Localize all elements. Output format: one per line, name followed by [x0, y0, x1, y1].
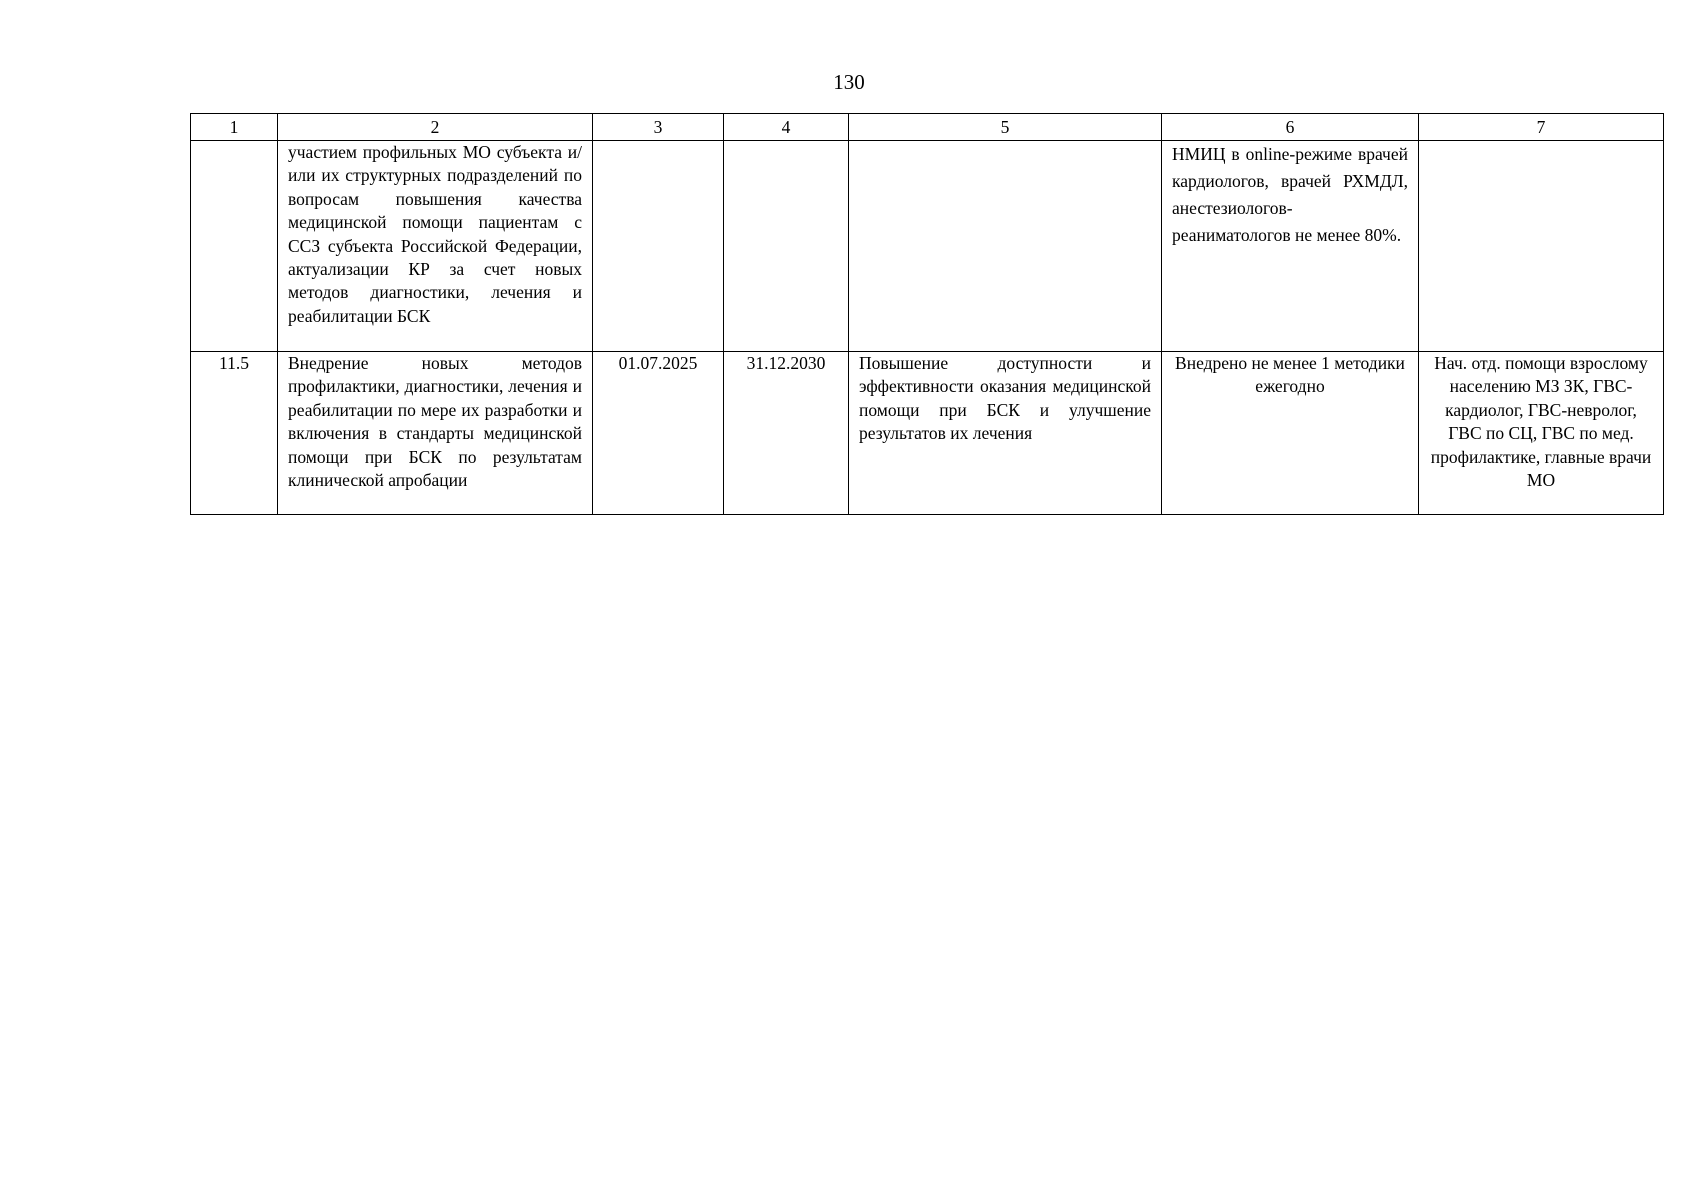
- cell-responsible: Нач. отд. помощи взрослому населению МЗ ЗК, ГВС-кардиолог, ГВС-невролог, ГВС по СЦ, ГВС по мед. профилактике, главные врачи МО: [1419, 352, 1664, 515]
- cell-start-date: [593, 141, 724, 352]
- cell-indicator: Внедрено не менее 1 методики ежегодно: [1162, 352, 1419, 515]
- cell-start-date: 01.07.2025: [593, 352, 724, 515]
- column-header: 7: [1419, 114, 1664, 141]
- page-number: 130: [833, 70, 865, 94]
- cell-end-date: 31.12.2030: [724, 352, 849, 515]
- measures-table: [190, 113, 1664, 515]
- column-header: 1: [191, 114, 278, 141]
- column-header: 6: [1162, 114, 1419, 141]
- column-header: 3: [593, 114, 724, 141]
- column-header: 4: [724, 114, 849, 141]
- column-header: 2: [278, 114, 593, 141]
- cell-measure: Внедрение новых методов профилактики, диагностики, лечения и реабилитации по мере их разработки и включения в стандарты медицинской помощи при БСК по результатам клинической апробации: [278, 352, 593, 515]
- cell-end-date: [724, 141, 849, 352]
- cell-responsible: [1419, 141, 1664, 352]
- table-header-row: [191, 114, 1664, 141]
- cell-measure: участием профильных МО субъекта и/или их структурных подразделений по вопросам повышения качества медицинской помощи пациентам с ССЗ субъекта Российской Федерации, актуализации КР за счет новых методов диагностики, лечения и реабилитации БСК: [278, 141, 593, 352]
- cell-result: [849, 141, 1162, 352]
- table-row: [191, 352, 1664, 515]
- column-header: 5: [849, 114, 1162, 141]
- cell-result: Повышение доступности и эффективности оказания медицинской помощи при БСК и улучшение результатов их лечения: [849, 352, 1162, 515]
- cell-number: 11.5: [191, 352, 278, 515]
- cell-indicator: НМИЦ в online-режиме врачей кардиологов, врачей РХМДЛ, анестезиологов-реаниматологов не менее 80%.: [1162, 141, 1419, 352]
- cell-number: [191, 141, 278, 352]
- table-row: [191, 141, 1664, 352]
